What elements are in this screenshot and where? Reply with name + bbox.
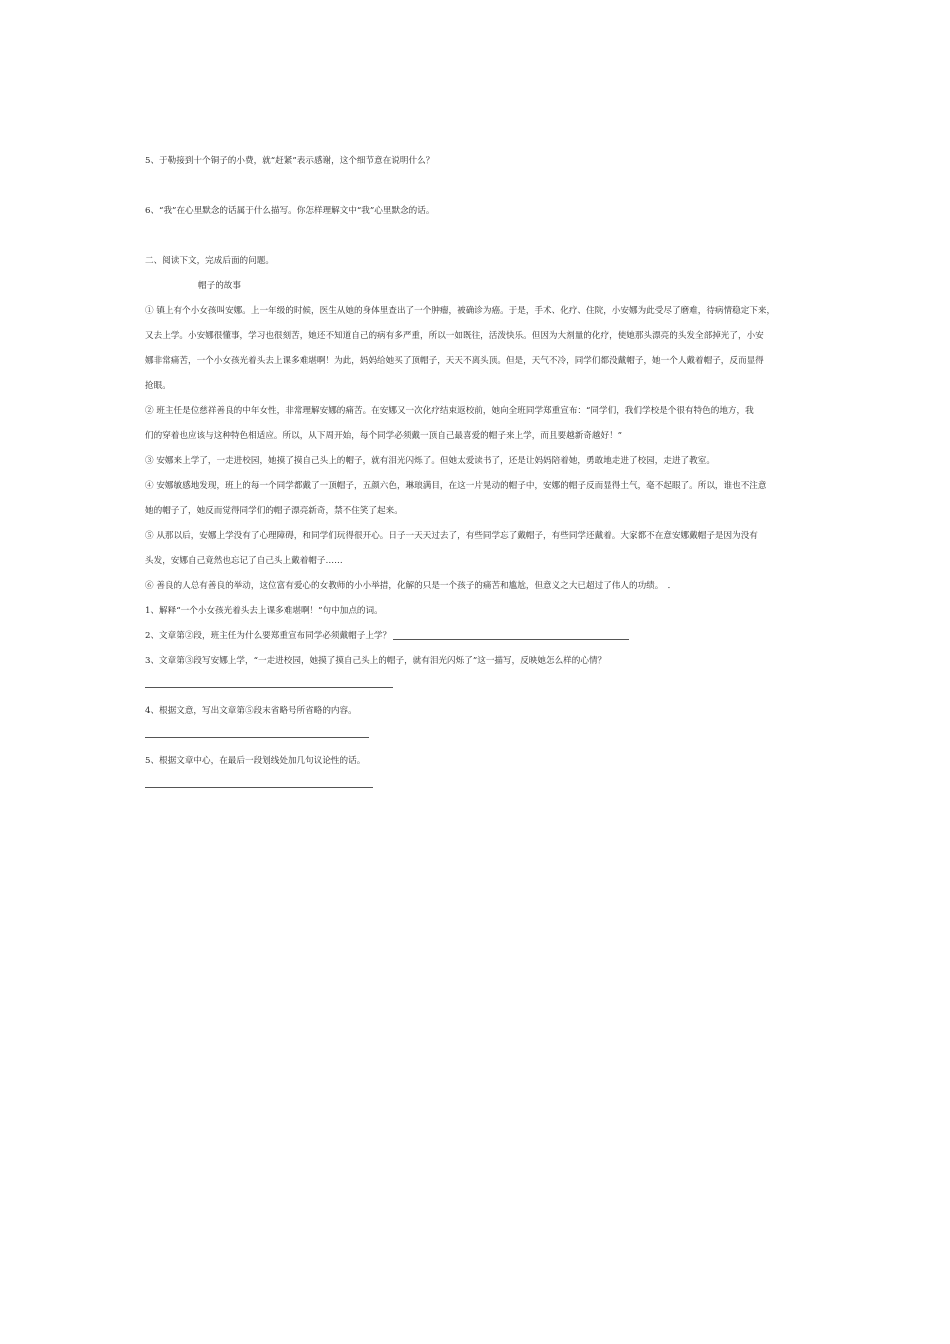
question-2: 2、文章第②段，班主任为什么要郑重宣布同学必须戴帽子上学？ bbox=[145, 631, 392, 641]
passage-line: ⑥ 善良的人总有善良的举动，这位富有爱心的女教师的小小举措，化解的只是一个孩子的痛苦和尴尬，但意义之大已超过了伟人的功绩。 ． bbox=[145, 581, 677, 591]
passage-line: ③ 安娜来上学了，一走进校园，她摸了摸自己头上的帽子，就有泪光闪烁了。但她太爱读书了，还是让妈妈陪着她，勇敢地走进了校园，走进了教室。 bbox=[145, 456, 715, 466]
passage-title: 帽子的故事 bbox=[198, 281, 241, 291]
passage-line: ② 班主任是位慈祥善良的中年女性，非常理解安娜的痛苦。在安娜又一次化疗结束返校前，她向全班同学郑重宣布：“同学们，我们学校是个很有特色的地方，我 bbox=[145, 406, 754, 416]
answer-blank-3[interactable] bbox=[145, 687, 393, 688]
question-5-part1: 5、于勒接到十个铜子的小费，就“赶紧”表示感谢，这个细节意在说明什么？ bbox=[145, 156, 435, 166]
passage-line: ① 镇上有个小女孩叫安娜。上一年级的时候，医生从她的身体里查出了一个肿瘤，被确诊为癌。于是，手术、化疗、住院，小安娜为此受尽了磨难，待病情稳定下来， bbox=[145, 306, 776, 316]
answer-blank-2[interactable] bbox=[393, 639, 629, 640]
question-6-part1: 6、“我”在心里默念的话属于什么描写。你怎样理解文中“我”心里默念的话。 bbox=[145, 206, 435, 216]
question-3: 3、文章第③段写安娜上学，“一走进校园，她摸了摸自己头上的帽子，就有泪光闪烁了”这一描写，反映她怎么样的心情？ bbox=[145, 656, 607, 666]
question-4: 4、根据文意，写出文章第⑤段末省略号所省略的内容。 bbox=[145, 706, 357, 716]
passage-line: 头发，安娜自己竟然也忘记了自己头上戴着帽子…… bbox=[145, 556, 343, 566]
question-2-row bbox=[145, 630, 629, 642]
answer-blank-5[interactable] bbox=[145, 787, 373, 788]
passage-line: 她的帽子了，她反而觉得同学们的帽子漂亮新奇，禁不住笑了起来。 bbox=[145, 506, 403, 516]
passage-line: 娜非常痛苦，一个小女孩光着头去上课多难堪啊！为此，妈妈给她买了顶帽子，天天不离头顶。但是，天气不冷，同学们都没戴帽子，她一个人戴着帽子，反而显得 bbox=[145, 356, 764, 366]
question-5: 5、根据文章中心，在最后一段划线处加几句议论性的话。 bbox=[145, 756, 366, 766]
passage-line: ④ 安娜敏感地发现，班上的每一个同学都戴了一顶帽子，五颜六色，琳琅满目，在这一片晃动的帽子中，安娜的帽子反而显得土气，毫不起眼了。所以，谁也不注意 bbox=[145, 481, 767, 491]
passage-line: 们的穿着也应该与这种特色相适应。所以，从下周开始，每个同学必须戴一顶自己最喜爱的帽子来上学，而且要越新奇越好！” bbox=[145, 431, 623, 441]
answer-blank-4[interactable] bbox=[145, 737, 369, 738]
passage-line: ⑤ 从那以后，安娜上学没有了心理障碍，和同学们玩得很开心。日子一天天过去了，有些同学忘了戴帽子，有些同学还戴着。大家都不在意安娜戴帽子是因为没有 bbox=[145, 531, 758, 541]
section-heading: 二、阅读下文，完成后面的问题。 bbox=[145, 256, 274, 266]
passage-line: 抢眼。 bbox=[145, 381, 171, 391]
question-1: 1、解释“一个小女孩光着头去上课多难堪啊！”句中加点的词。 bbox=[145, 606, 383, 616]
passage-line: 又去上学。小安娜很懂事，学习也很刻苦，她还不知道自己的病有多严重，所以一如既往，活泼快乐。但因为大剂量的化疗，使她那头漂亮的头发全部掉光了，小安 bbox=[145, 331, 764, 341]
